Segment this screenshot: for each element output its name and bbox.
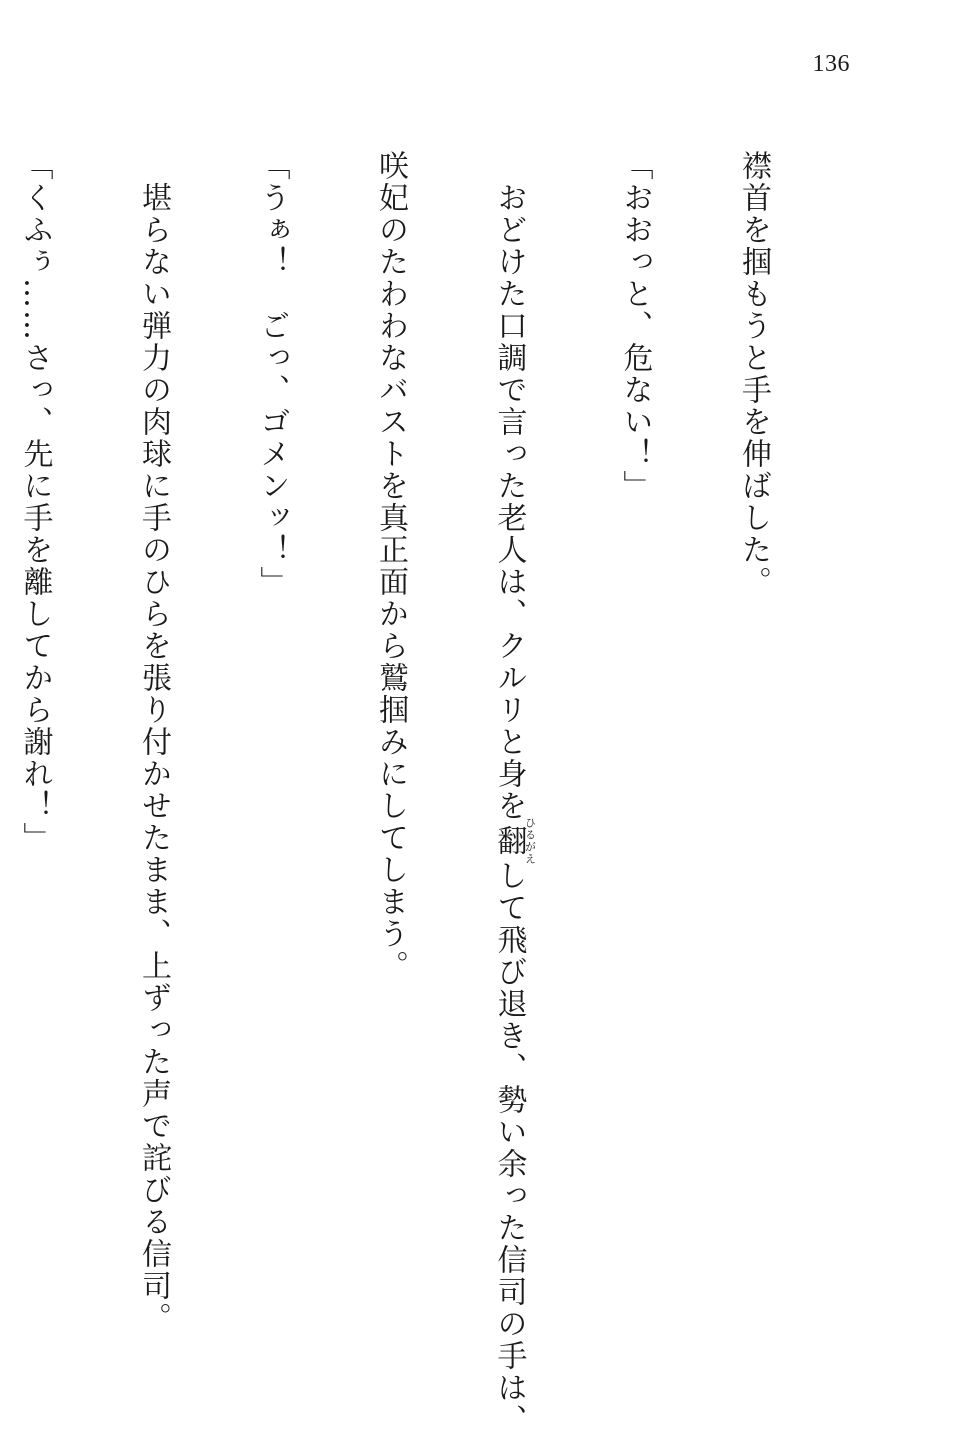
text-line: 襟首を掴もうと手を伸ばした。 — [736, 150, 771, 598]
ruby-reading: ひるがえ — [523, 817, 537, 865]
text-line: 「うぁ！ ごっ、ゴメンッ！」 — [254, 150, 290, 598]
ruby-base: 翻 — [491, 817, 527, 865]
text-line — [489, 150, 537, 1436]
body-text — [0, 150, 852, 1436]
text-line: 「おおっと、危ない！」 — [617, 150, 653, 502]
page-number: 136 — [812, 51, 850, 77]
text-line: 「くふぅ……さっ、先に手を離してから謝れ！」 — [17, 150, 53, 854]
text-line: 堪らない弾力の肉球に手のひらを張り付かせたまま、上ずった声で詫びる信司。 — [136, 150, 171, 1334]
text-segment: して飛び退き、勢い余った信司の手は、 — [491, 860, 527, 1436]
ruby-annotation — [491, 817, 537, 865]
text-line: 咲妃のたわわなバストを真正面から鷲掴みにしてしまう。 — [373, 150, 408, 982]
text-segment: おどけた口調で言った老人は、クルリと身を — [491, 150, 527, 822]
